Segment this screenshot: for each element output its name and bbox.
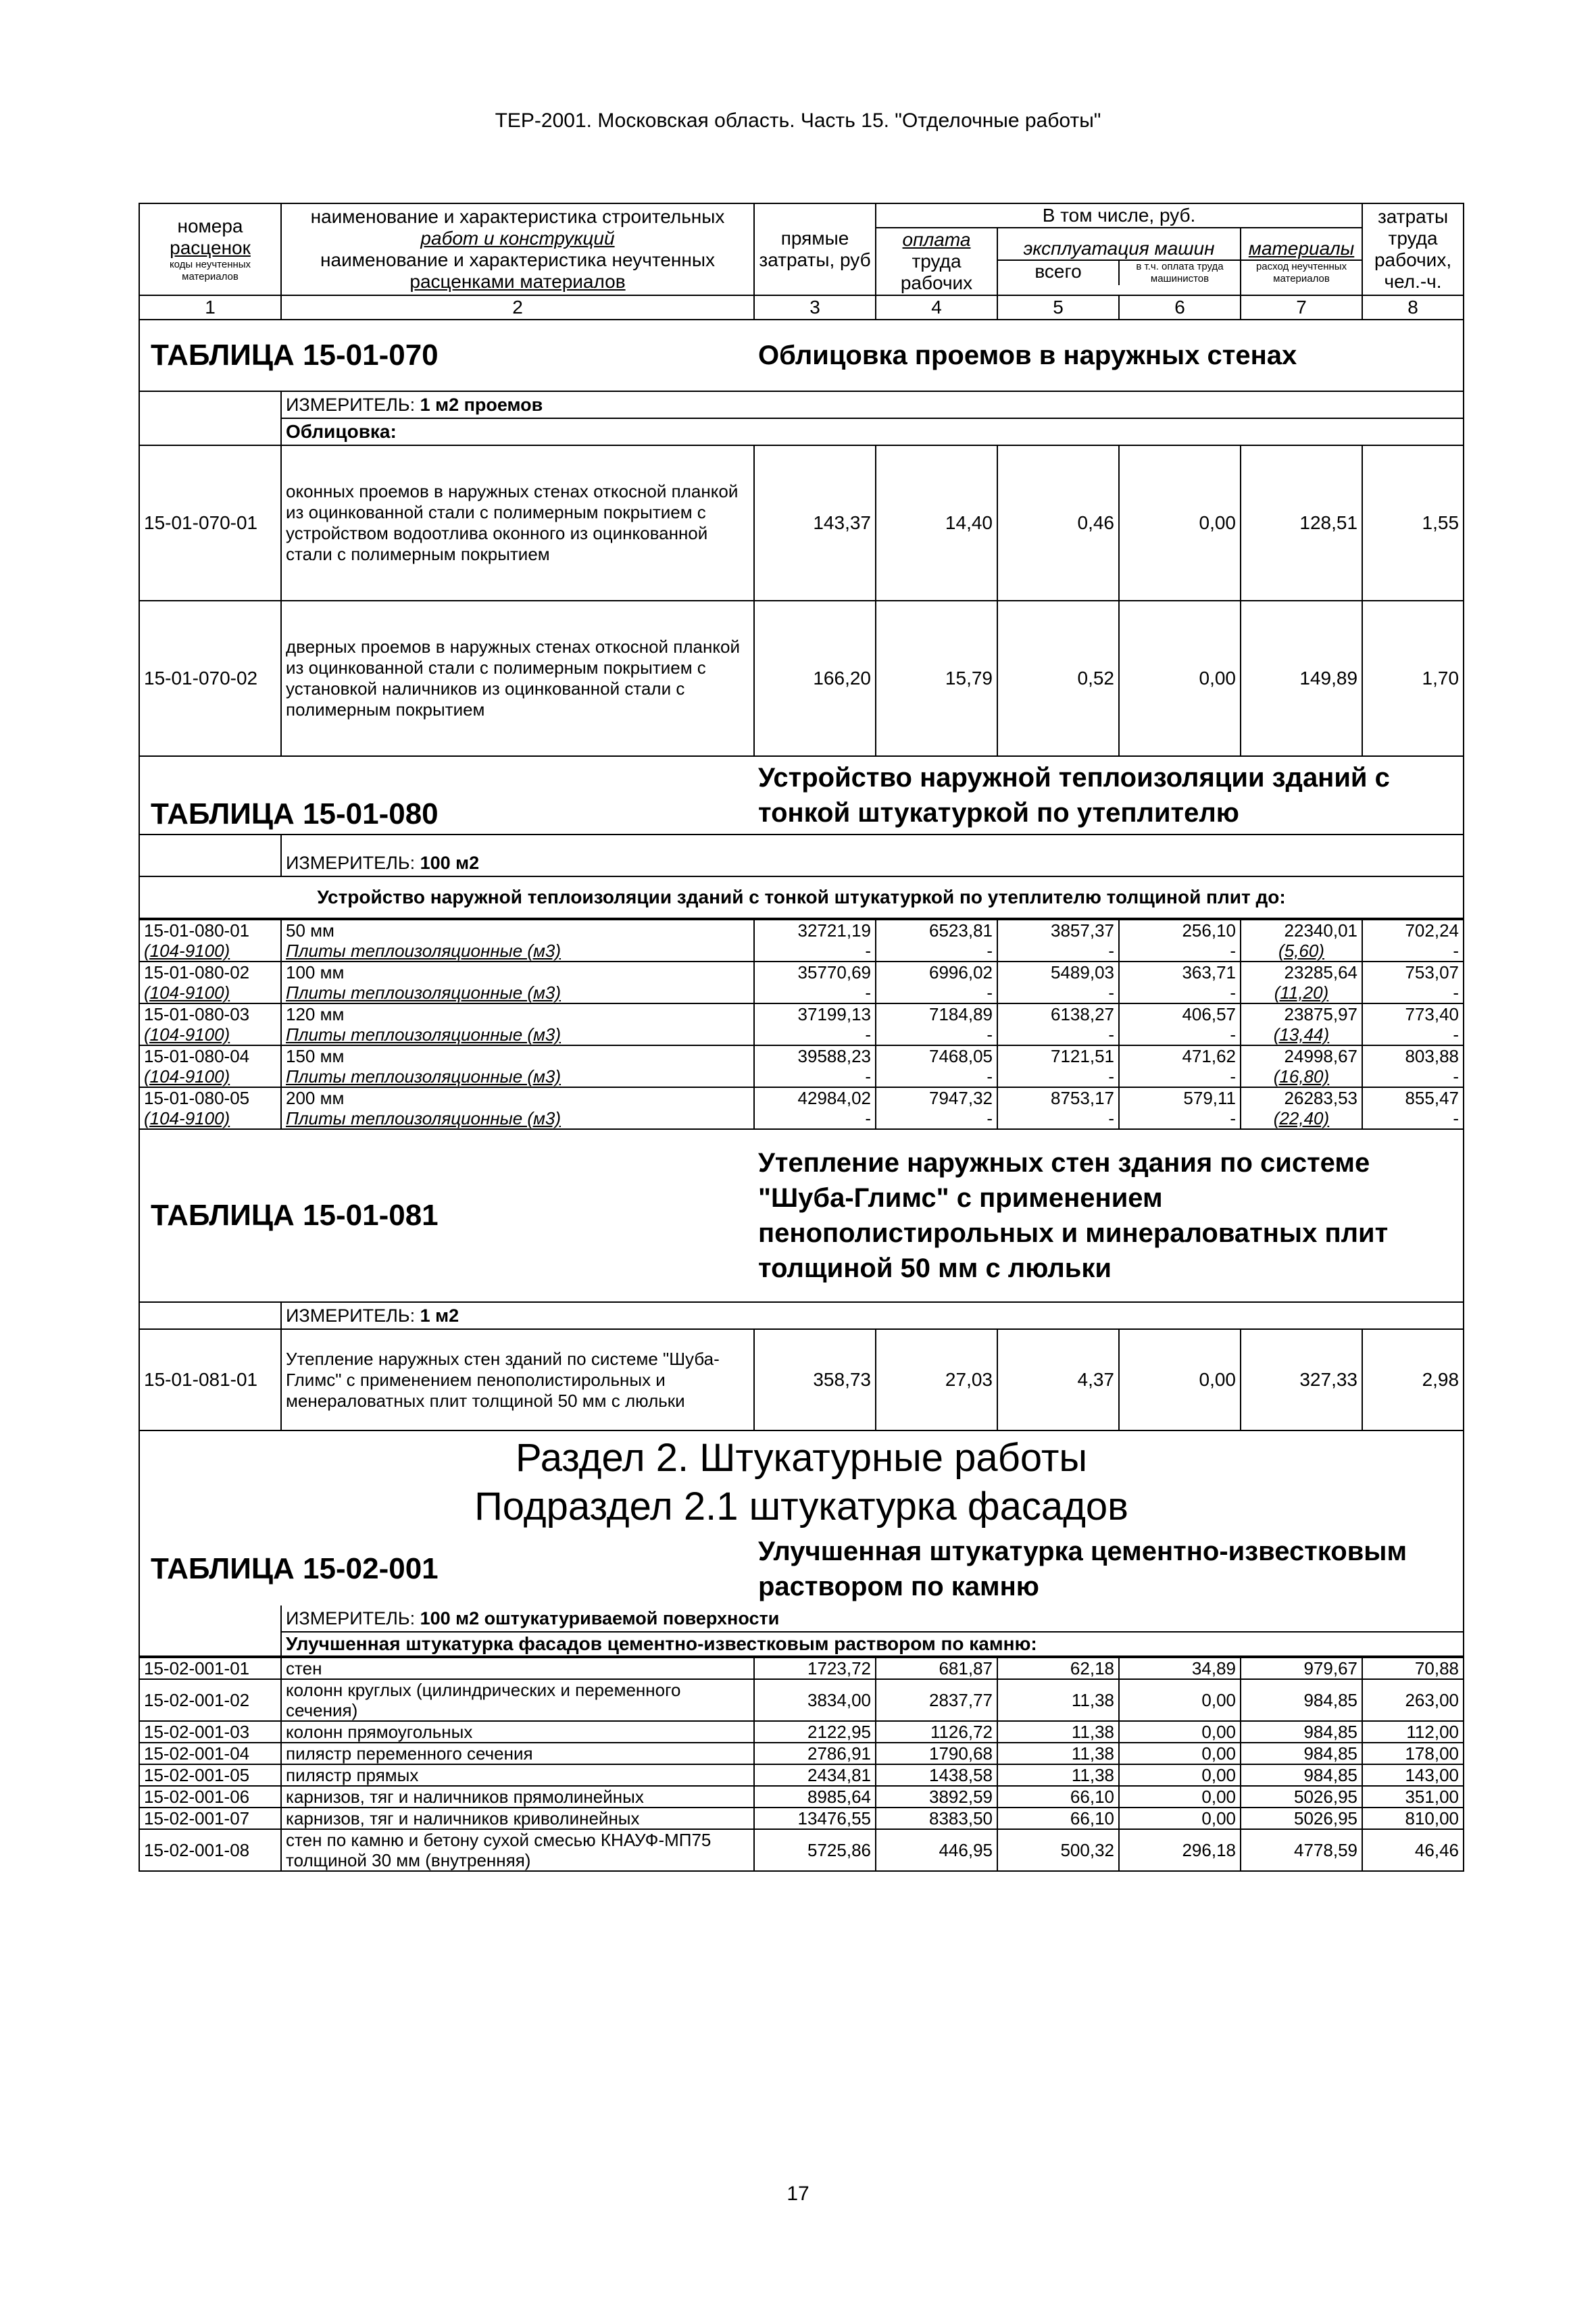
page-number: 17 xyxy=(787,2183,809,2205)
t070-row-1-code: 15-01-070-01 xyxy=(139,445,281,601)
t080-row-desc: 200 мм xyxy=(281,1087,754,1108)
t080-row-code: 15-01-080-02 xyxy=(139,962,281,982)
t080-material-dash-c6: - xyxy=(1119,982,1241,1003)
t081-row-1-c3: 358,73 xyxy=(754,1329,876,1430)
t080-title-row xyxy=(139,756,1464,835)
t070-group-row xyxy=(139,418,1464,445)
t201-row-c7: 5026,95 xyxy=(1241,1786,1362,1808)
t201-row-code: 15-02-001-06 xyxy=(139,1786,281,1808)
document-body xyxy=(139,203,1463,1872)
t080-row-desc: 50 мм xyxy=(281,920,754,941)
t201-row xyxy=(139,1786,1464,1808)
t201-row-c4: 8383,50 xyxy=(876,1808,997,1829)
t080-material-desc: Плиты теплоизоляционные (м3) xyxy=(281,1066,754,1087)
t201-row-c3: 2122,95 xyxy=(754,1721,876,1743)
t070-row-1-c8: 1,55 xyxy=(1362,445,1464,601)
t080-row-desc: 120 мм xyxy=(281,1003,754,1024)
t080-material-row xyxy=(139,1108,1464,1129)
header-col8-b: рабочих, xyxy=(1374,249,1452,270)
section-subtitle: Подраздел 2.1 штукатурка фасадов xyxy=(474,1485,1128,1528)
t201-row-c3: 8985,64 xyxy=(754,1786,876,1808)
t201-row-c8: 810,00 xyxy=(1362,1808,1464,1829)
t080-row-c4: 7468,05 xyxy=(876,1045,997,1066)
t080-row-desc: 100 мм xyxy=(281,962,754,982)
header-col8 xyxy=(1362,203,1464,295)
t080-row-c7: 22340,01 xyxy=(1241,920,1362,941)
t070-row-1-c7: 128,51 xyxy=(1241,445,1362,601)
t081-title-row xyxy=(139,1130,1464,1302)
t080-material-qty: (11,20) xyxy=(1241,982,1362,1003)
t201-row-c7: 979,67 xyxy=(1241,1658,1362,1679)
t080-material-desc: Плиты теплоизоляционные (м3) xyxy=(281,941,754,962)
header-machines xyxy=(997,228,1241,295)
t081-table xyxy=(139,1130,1464,1657)
t080-material-qty: (13,44) xyxy=(1241,1024,1362,1045)
section-title-row xyxy=(139,1430,1464,1533)
t201-row-desc: карнизов, тяг и наличников криволинейных xyxy=(281,1808,754,1829)
t201-row-c5: 62,18 xyxy=(997,1658,1119,1679)
t080-row xyxy=(139,920,1464,941)
t201-row-code: 15-02-001-08 xyxy=(139,1829,281,1871)
t070-row-2 xyxy=(139,601,1464,756)
t081-meas-label: ИЗМЕРИТЕЛЬ: xyxy=(286,1305,416,1326)
t201-row-code: 15-02-001-07 xyxy=(139,1808,281,1829)
page-header: ТЕР-2001. Московская область. Часть 15. "Отделочные работы" xyxy=(495,109,1101,132)
t201-row-c6: 296,18 xyxy=(1119,1829,1241,1871)
t080-row-code: 15-01-080-01 xyxy=(139,920,281,941)
t201-row xyxy=(139,1829,1464,1871)
t201-row-desc: пилястр переменного сечения xyxy=(281,1743,754,1764)
t201-row-c4: 681,87 xyxy=(876,1658,997,1679)
header-num-5: 5 xyxy=(997,295,1119,320)
t201-row-c7: 984,85 xyxy=(1241,1743,1362,1764)
t201-row-c7: 5026,95 xyxy=(1241,1808,1362,1829)
t070-title: Облицовка проемов в наружных стенах xyxy=(754,320,1464,391)
t201-title: Улучшенная штукатурка цементно-известковым раствором по камню xyxy=(754,1533,1464,1605)
t201-row xyxy=(139,1679,1464,1721)
t070-row-2-c5: 0,52 xyxy=(997,601,1119,756)
t080-row-code: 15-01-080-05 xyxy=(139,1087,281,1108)
t080-measure xyxy=(281,835,1464,876)
t201-row-desc: карнизов, тяг и наличников прямолинейных xyxy=(281,1786,754,1808)
header-col6: в т.ч. оплата труда машинистов xyxy=(1136,261,1224,284)
t070-name: ТАБЛИЦА 15-01-070 xyxy=(139,320,754,391)
t070-meas-label: ИЗМЕРИТЕЛЬ: xyxy=(286,395,416,415)
t080-material-row xyxy=(139,1024,1464,1045)
t201-body xyxy=(139,1658,1464,1871)
t080-row-c4: 6996,02 xyxy=(876,962,997,982)
t080-group-row xyxy=(139,876,1464,918)
t070-measure xyxy=(281,391,1464,418)
t080-row-c3: 42984,02 xyxy=(754,1087,876,1108)
t080-material-dash-c8: - xyxy=(1362,1024,1464,1045)
header-col4 xyxy=(876,228,997,295)
header-col5: всего xyxy=(998,261,1120,285)
t080-material-dash-c8: - xyxy=(1362,1066,1464,1087)
t070-title-row xyxy=(139,320,1464,391)
t080-row-code: 15-01-080-03 xyxy=(139,1003,281,1024)
header-col1-c: коды неучтенных материалов xyxy=(169,259,251,282)
t081-meas-value: 1 м2 xyxy=(420,1305,459,1326)
t201-meas-value: 100 м2 оштукатуриваемой поверхности xyxy=(420,1608,780,1628)
t080-material-dash-c3: - xyxy=(754,1066,876,1087)
t080-row xyxy=(139,1087,1464,1108)
header-num-6: 6 xyxy=(1119,295,1241,320)
t201-row-c3: 2786,91 xyxy=(754,1743,876,1764)
header-col2-b: работ и конструкций xyxy=(420,228,615,249)
header-num-4: 4 xyxy=(876,295,997,320)
t080-material-dash-c3: - xyxy=(754,1108,876,1129)
t080-row-c6: 471,62 xyxy=(1119,1045,1241,1066)
t201-row-c8: 70,88 xyxy=(1362,1658,1464,1679)
t070-row-2-desc: дверных проемов в наружных стенах откосной планкой из оцинкованной стали с полимерным покрытием с установкой наличников из оцинкованной стали с полимерным покрытием xyxy=(281,601,754,756)
t080-material-dash-c5: - xyxy=(997,941,1119,962)
t080-material-qty: (5,60) xyxy=(1241,941,1362,962)
header-num-7: 7 xyxy=(1241,295,1362,320)
t080-material-dash-c6: - xyxy=(1119,1066,1241,1087)
t080-meas-value: 100 м2 xyxy=(420,853,480,873)
t080-row-c8: 753,07 xyxy=(1362,962,1464,982)
t080-material-desc: Плиты теплоизоляционные (м3) xyxy=(281,982,754,1003)
t201-row-c5: 11,38 xyxy=(997,1679,1119,1721)
t080-row-desc: 150 мм xyxy=(281,1045,754,1066)
t201-meas-label: ИЗМЕРИТЕЛЬ: xyxy=(286,1608,416,1628)
section-title: Раздел 2. Штукатурные работы xyxy=(515,1436,1088,1480)
t080-material-dash-c4: - xyxy=(876,1024,997,1045)
t080-row-c6: 256,10 xyxy=(1119,920,1241,941)
t201-meas-row xyxy=(139,1605,1464,1632)
t080-material-qty: (22,40) xyxy=(1241,1108,1362,1129)
t201-row-c3: 5725,86 xyxy=(754,1829,876,1871)
t080-row-c7: 23285,64 xyxy=(1241,962,1362,982)
header-incl: В том числе, руб. xyxy=(876,203,1362,228)
t070-meas-row xyxy=(139,391,1464,418)
t081-title: Утепление наружных стен здания по системе "Шуба-Глимс" с применением пенополистирольных и минераловатных плит толщиной 50 мм с люльки xyxy=(754,1130,1464,1302)
t070-row-1-c3: 143,37 xyxy=(754,445,876,601)
t201-row-c7: 984,85 xyxy=(1241,1721,1362,1743)
t080-group: Устройство наружной теплоизоляции зданий с тонкой штукатуркой по утеплителю толщиной плит до: xyxy=(139,876,1464,918)
t201-row-c8: 178,00 xyxy=(1362,1743,1464,1764)
t080-row-c6: 363,71 xyxy=(1119,962,1241,982)
header-col4-b: труда рабочих xyxy=(900,251,973,293)
t201-row-c5: 500,32 xyxy=(997,1829,1119,1871)
t201-row-c6: 0,00 xyxy=(1119,1786,1241,1808)
t080-name: ТАБЛИЦА 15-01-080 xyxy=(139,756,754,835)
header-num-8: 8 xyxy=(1362,295,1464,320)
t201-row-code: 15-02-001-01 xyxy=(139,1658,281,1679)
t080-row xyxy=(139,962,1464,982)
t080-material-dash-c5: - xyxy=(997,1024,1119,1045)
t080-material-desc: Плиты теплоизоляционные (м3) xyxy=(281,1108,754,1129)
header-col2-a: наименование и характеристика строительных xyxy=(310,206,725,227)
t201-row-desc: колонн прямоугольных xyxy=(281,1721,754,1743)
t080-material-row xyxy=(139,941,1464,962)
t201-row-c6: 34,89 xyxy=(1119,1658,1241,1679)
t201-row-c8: 263,00 xyxy=(1362,1679,1464,1721)
t080-row-c8: 773,40 xyxy=(1362,1003,1464,1024)
t201-row-desc: стен xyxy=(281,1658,754,1679)
t080-row-c7: 26283,53 xyxy=(1241,1087,1362,1108)
t201-row-c4: 1438,58 xyxy=(876,1764,997,1786)
t081-row-1-c7: 327,33 xyxy=(1241,1329,1362,1430)
header-materials-label: материалы xyxy=(1241,238,1362,261)
t201-row-c8: 112,00 xyxy=(1362,1721,1464,1743)
t081-meas-row xyxy=(139,1302,1464,1329)
t201-row xyxy=(139,1721,1464,1743)
t201-row-code: 15-02-001-02 xyxy=(139,1679,281,1721)
header-col4-a: оплата xyxy=(902,229,971,250)
t201-row-c4: 2837,77 xyxy=(876,1679,997,1721)
t201-row-c3: 3834,00 xyxy=(754,1679,876,1721)
header-num-2: 2 xyxy=(281,295,754,320)
header-col3: прямые затраты, руб xyxy=(754,203,876,295)
t201-row-c8: 46,46 xyxy=(1362,1829,1464,1871)
t201-row-c8: 351,00 xyxy=(1362,1786,1464,1808)
t070-row-1-c5: 0,46 xyxy=(997,445,1119,601)
header-num-1: 1 xyxy=(139,295,281,320)
t080-material-dash-c4: - xyxy=(876,1108,997,1129)
t070-row-2-code: 15-01-070-02 xyxy=(139,601,281,756)
t081-name: ТАБЛИЦА 15-01-081 xyxy=(139,1130,754,1302)
t080-row-c7: 23875,97 xyxy=(1241,1003,1362,1024)
t201-row-c5: 11,38 xyxy=(997,1721,1119,1743)
t080-meas-label: ИЗМЕРИТЕЛЬ: xyxy=(286,853,416,873)
t080-row-c3: 32721,19 xyxy=(754,920,876,941)
t201-row-c5: 11,38 xyxy=(997,1764,1119,1786)
t201-row-c4: 3892,59 xyxy=(876,1786,997,1808)
header-col2-c: наименование и характеристика неучтенных xyxy=(320,249,715,270)
section-heading xyxy=(139,1430,1464,1533)
t080-row-c6: 579,11 xyxy=(1119,1087,1241,1108)
t080-row-code: 15-01-080-04 xyxy=(139,1045,281,1066)
t080-material-dash-c4: - xyxy=(876,1066,997,1087)
header-col1-b: расценок xyxy=(170,237,251,258)
t080-row-c5: 3857,37 xyxy=(997,920,1119,941)
header-col2 xyxy=(281,203,754,295)
t081-row-1-c8: 2,98 xyxy=(1362,1329,1464,1430)
t080-row-c8: 803,88 xyxy=(1362,1045,1464,1066)
t080-row-c3: 35770,69 xyxy=(754,962,876,982)
t070-meas-value: 1 м2 проемов xyxy=(420,395,543,415)
t080-material-dash-c5: - xyxy=(997,982,1119,1003)
t080-material-qty: (16,80) xyxy=(1241,1066,1362,1087)
t080-material-code: (104-9100) xyxy=(139,941,281,962)
t080-row-c7: 24998,67 xyxy=(1241,1045,1362,1066)
t080-material-code: (104-9100) xyxy=(139,1108,281,1129)
t081-row-1-code: 15-01-081-01 xyxy=(139,1329,281,1430)
t080-material-dash-c8: - xyxy=(1362,941,1464,962)
t201-row-c6: 0,00 xyxy=(1119,1808,1241,1829)
t201-row-desc: стен по камню и бетону сухой смесью КНАУФ-МП75 толщиной 30 мм (внутренняя) xyxy=(281,1829,754,1871)
t201-row-c7: 984,85 xyxy=(1241,1764,1362,1786)
t201-row-c3: 13476,55 xyxy=(754,1808,876,1829)
t080-material-row xyxy=(139,1066,1464,1087)
t081-row-1-c4: 27,03 xyxy=(876,1329,997,1430)
t201-row-c5: 11,38 xyxy=(997,1743,1119,1764)
header-materials xyxy=(1241,228,1362,295)
t201-row-code: 15-02-001-04 xyxy=(139,1743,281,1764)
t201-row-c7: 984,85 xyxy=(1241,1679,1362,1721)
header-col1-a: номера xyxy=(177,216,243,237)
rates-table xyxy=(139,203,1464,919)
t070-row-2-c8: 1,70 xyxy=(1362,601,1464,756)
t080-material-desc: Плиты теплоизоляционные (м3) xyxy=(281,1024,754,1045)
t080-material-row xyxy=(139,982,1464,1003)
t080-row-c6: 406,57 xyxy=(1119,1003,1241,1024)
t080-material-dash-c8: - xyxy=(1362,1108,1464,1129)
t080-row xyxy=(139,1003,1464,1024)
t080-row-c4: 7947,32 xyxy=(876,1087,997,1108)
t201-row-c4: 446,95 xyxy=(876,1829,997,1871)
t080-row-c3: 37199,13 xyxy=(754,1003,876,1024)
t070-row-2-c7: 149,89 xyxy=(1241,601,1362,756)
t080-material-dash-c6: - xyxy=(1119,941,1241,962)
t070-row-1-desc: оконных проемов в наружных стенах откосной планкой из оцинкованной стали с полимерным покрытием с устройством водоотлива оконного из оцинкованной стали с полимерным покрытием xyxy=(281,445,754,601)
t201-row-c6: 0,00 xyxy=(1119,1679,1241,1721)
t201-row-c4: 1126,72 xyxy=(876,1721,997,1743)
header-col8-a: затраты труда xyxy=(1377,206,1449,249)
t080-material-dash-c8: - xyxy=(1362,982,1464,1003)
t070-group: Облицовка: xyxy=(281,418,1464,445)
t201-title-row xyxy=(139,1533,1464,1605)
t201-row-c3: 2434,81 xyxy=(754,1764,876,1786)
t201-data-table xyxy=(139,1657,1464,1872)
t070-row-2-c6: 0,00 xyxy=(1119,601,1241,756)
t201-row-c6: 0,00 xyxy=(1119,1743,1241,1764)
t201-row-desc: колонн круглых (цилиндрических и переменного сечения) xyxy=(281,1679,754,1721)
t080-meas-row xyxy=(139,835,1464,876)
t080-material-dash-c4: - xyxy=(876,941,997,962)
t080-material-code: (104-9100) xyxy=(139,1024,281,1045)
t201-row-code: 15-02-001-05 xyxy=(139,1764,281,1786)
t080-title: Устройство наружной теплоизоляции зданий с тонкой штукатуркой по утеплителю xyxy=(754,756,1464,835)
t081-row-1-c5: 4,37 xyxy=(997,1329,1119,1430)
t201-row-desc: пилястр прямых xyxy=(281,1764,754,1786)
t080-material-dash-c3: - xyxy=(754,982,876,1003)
t080-row xyxy=(139,1045,1464,1066)
t201-row-c3: 1723,72 xyxy=(754,1658,876,1679)
header-machines-label: эксплуатация машин xyxy=(998,238,1240,261)
t070-row-1-c6: 0,00 xyxy=(1119,445,1241,601)
t201-row-c7: 4778,59 xyxy=(1241,1829,1362,1871)
t080-row-c5: 6138,27 xyxy=(997,1003,1119,1024)
t201-row-c6: 0,00 xyxy=(1119,1764,1241,1786)
header-numbers-row xyxy=(139,295,1464,320)
t201-measure xyxy=(281,1605,1464,1632)
t081-row-1-desc: Утепление наружных стен зданий по системе "Шуба-Глимс" с применением пенополистирольных и менераловатных плит толщиной 50 мм с люльки xyxy=(281,1329,754,1430)
t201-row xyxy=(139,1764,1464,1786)
t070-row-2-c4: 15,79 xyxy=(876,601,997,756)
t201-row xyxy=(139,1743,1464,1764)
t201-name: ТАБЛИЦА 15-02-001 xyxy=(139,1533,754,1605)
t080-data-table xyxy=(139,919,1464,1130)
t080-material-dash-c5: - xyxy=(997,1066,1119,1087)
t080-row-c5: 8753,17 xyxy=(997,1087,1119,1108)
t201-row-c6: 0,00 xyxy=(1119,1721,1241,1743)
t201-row-c8: 143,00 xyxy=(1362,1764,1464,1786)
t070-row-1-c4: 14,40 xyxy=(876,445,997,601)
t080-row-c5: 7121,51 xyxy=(997,1045,1119,1066)
t201-row xyxy=(139,1808,1464,1829)
t080-body xyxy=(139,920,1464,1129)
t080-row-c5: 5489,03 xyxy=(997,962,1119,982)
t201-row xyxy=(139,1658,1464,1679)
t080-row-c8: 702,24 xyxy=(1362,920,1464,941)
t080-material-dash-c3: - xyxy=(754,1024,876,1045)
t201-row-c5: 66,10 xyxy=(997,1786,1119,1808)
header-col8-c: чел.-ч. xyxy=(1384,271,1442,292)
t080-material-dash-c6: - xyxy=(1119,1024,1241,1045)
t081-row-1 xyxy=(139,1329,1464,1430)
t201-row-c4: 1790,68 xyxy=(876,1743,997,1764)
t201-group-row xyxy=(139,1632,1464,1656)
t070-row-1 xyxy=(139,445,1464,601)
header-col7: расход неучтенных материалов xyxy=(1255,261,1347,284)
header-row-1 xyxy=(139,203,1464,228)
t080-material-code: (104-9100) xyxy=(139,1066,281,1087)
t080-row-c8: 855,47 xyxy=(1362,1087,1464,1108)
t080-material-dash-c4: - xyxy=(876,982,997,1003)
t080-row-c4: 7184,89 xyxy=(876,1003,997,1024)
header-num-3: 3 xyxy=(754,295,876,320)
t080-row-c3: 39588,23 xyxy=(754,1045,876,1066)
t201-row-c5: 66,10 xyxy=(997,1808,1119,1829)
t201-group: Улучшенная штукатурка фасадов цементно-известковым раствором по камню: xyxy=(281,1632,1464,1656)
header-col1 xyxy=(139,203,281,295)
header-col2-d: расценками материалов xyxy=(409,271,626,292)
t081-row-1-c6: 0,00 xyxy=(1119,1329,1241,1430)
t080-material-code: (104-9100) xyxy=(139,982,281,1003)
t070-row-2-c3: 166,20 xyxy=(754,601,876,756)
t080-row-c4: 6523,81 xyxy=(876,920,997,941)
t080-material-dash-c3: - xyxy=(754,941,876,962)
t080-material-dash-c6: - xyxy=(1119,1108,1241,1129)
t080-material-dash-c5: - xyxy=(997,1108,1119,1129)
t201-row-code: 15-02-001-03 xyxy=(139,1721,281,1743)
t081-measure xyxy=(281,1302,1464,1329)
